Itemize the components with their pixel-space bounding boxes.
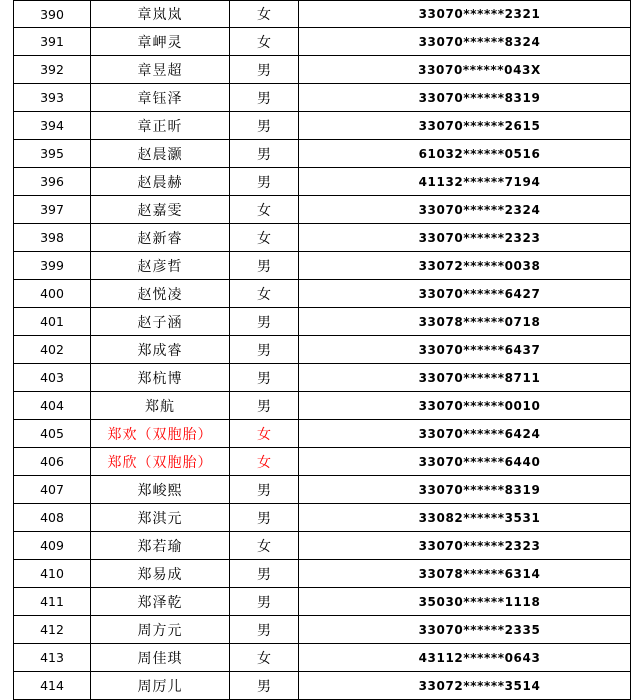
student-name-cell: 周佳琪 <box>91 644 230 672</box>
row-number-cell: 394 <box>14 112 91 140</box>
table-row <box>14 504 631 532</box>
id-number-cell: 33070******2324 <box>299 196 631 224</box>
gender-cell: 女 <box>230 532 299 560</box>
student-name-cell: 郑航 <box>91 392 230 420</box>
student-name-cell: 赵晨赫 <box>91 168 230 196</box>
table-row <box>14 252 631 280</box>
student-name-cell: 章昱超 <box>91 56 230 84</box>
row-number-cell: 406 <box>14 448 91 476</box>
id-number-cell: 33070******6437 <box>299 336 631 364</box>
gender-cell: 女 <box>230 280 299 308</box>
gender-cell: 男 <box>230 252 299 280</box>
student-name-cell: 郑泽乾 <box>91 588 230 616</box>
id-number-cell: 33070******2323 <box>299 224 631 252</box>
gender-cell: 女 <box>230 224 299 252</box>
gender-cell: 男 <box>230 476 299 504</box>
student-name-cell: 周方元 <box>91 616 230 644</box>
gender-cell: 女 <box>230 196 299 224</box>
row-number-cell: 390 <box>14 1 91 28</box>
gender-cell: 男 <box>230 588 299 616</box>
id-number-cell: 33072******3514 <box>299 672 631 700</box>
table-row <box>14 196 631 224</box>
student-name-cell: 赵晨灏 <box>91 140 230 168</box>
row-number-cell: 399 <box>14 252 91 280</box>
table-row <box>14 112 631 140</box>
id-number-cell: 41132******7194 <box>299 168 631 196</box>
student-name-cell: 郑淇元 <box>91 504 230 532</box>
gender-cell: 男 <box>230 392 299 420</box>
row-number-cell: 412 <box>14 616 91 644</box>
table-row <box>14 560 631 588</box>
table-row <box>14 392 631 420</box>
row-number-cell: 397 <box>14 196 91 224</box>
id-number-cell: 43112******0643 <box>299 644 631 672</box>
table-row <box>14 84 631 112</box>
id-number-cell: 33070******6424 <box>299 420 631 448</box>
gender-cell: 女 <box>230 644 299 672</box>
id-number-cell: 33070******0010 <box>299 392 631 420</box>
student-name-cell: 郑峻熙 <box>91 476 230 504</box>
table-row <box>14 420 631 448</box>
id-number-cell: 33070******2615 <box>299 112 631 140</box>
student-name-cell: 郑若瑜 <box>91 532 230 560</box>
table-row <box>14 224 631 252</box>
gender-cell: 男 <box>230 56 299 84</box>
student-name-cell: 郑成睿 <box>91 336 230 364</box>
row-number-cell: 411 <box>14 588 91 616</box>
gender-cell: 女 <box>230 28 299 56</box>
id-number-cell: 33070******2335 <box>299 616 631 644</box>
id-number-cell: 33070******2323 <box>299 532 631 560</box>
table-row <box>14 616 631 644</box>
gender-cell: 男 <box>230 504 299 532</box>
table-row <box>14 140 631 168</box>
student-name-cell: 郑易成 <box>91 560 230 588</box>
table-row <box>14 644 631 672</box>
id-number-cell: 33072******0038 <box>299 252 631 280</box>
student-name-cell: 章钰泽 <box>91 84 230 112</box>
gender-cell: 男 <box>230 560 299 588</box>
row-number-cell: 401 <box>14 308 91 336</box>
student-name-cell: 郑欢（双胞胎） <box>91 420 230 448</box>
table-row <box>14 336 631 364</box>
gender-cell: 男 <box>230 84 299 112</box>
row-number-cell: 395 <box>14 140 91 168</box>
id-number-cell: 33070******8324 <box>299 28 631 56</box>
row-number-cell: 407 <box>14 476 91 504</box>
gender-cell: 男 <box>230 336 299 364</box>
id-number-cell: 33070******8319 <box>299 84 631 112</box>
row-number-cell: 403 <box>14 364 91 392</box>
row-number-cell: 391 <box>14 28 91 56</box>
gender-cell: 女 <box>230 448 299 476</box>
id-number-cell: 35030******1118 <box>299 588 631 616</box>
student-name-cell: 郑杭博 <box>91 364 230 392</box>
table-row <box>14 56 631 84</box>
student-name-cell: 赵嘉雯 <box>91 196 230 224</box>
student-name-cell: 赵子涵 <box>91 308 230 336</box>
row-number-cell: 408 <box>14 504 91 532</box>
gender-cell: 男 <box>230 140 299 168</box>
id-number-cell: 33078******6314 <box>299 560 631 588</box>
row-number-cell: 398 <box>14 224 91 252</box>
id-number-cell: 33078******0718 <box>299 308 631 336</box>
gender-cell: 男 <box>230 672 299 700</box>
student-name-cell: 赵悦凌 <box>91 280 230 308</box>
student-name-cell: 章岬灵 <box>91 28 230 56</box>
gender-cell: 男 <box>230 364 299 392</box>
student-name-cell: 周厉儿 <box>91 672 230 700</box>
row-number-cell: 396 <box>14 168 91 196</box>
table-row <box>14 168 631 196</box>
row-number-cell: 392 <box>14 56 91 84</box>
gender-cell: 男 <box>230 112 299 140</box>
table-row <box>14 280 631 308</box>
id-number-cell: 33070******8319 <box>299 476 631 504</box>
row-number-cell: 410 <box>14 560 91 588</box>
id-number-cell: 33070******6440 <box>299 448 631 476</box>
id-number-cell: 33070******2321 <box>299 1 631 28</box>
table-row <box>14 448 631 476</box>
student-name-cell: 赵彦哲 <box>91 252 230 280</box>
id-number-cell: 33082******3531 <box>299 504 631 532</box>
gender-cell: 男 <box>230 616 299 644</box>
row-number-cell: 413 <box>14 644 91 672</box>
gender-cell: 女 <box>230 420 299 448</box>
table-row <box>14 588 631 616</box>
student-name-cell: 赵新睿 <box>91 224 230 252</box>
gender-cell: 男 <box>230 308 299 336</box>
id-number-cell: 33070******6427 <box>299 280 631 308</box>
table-row <box>14 28 631 56</box>
student-name-cell: 章正昕 <box>91 112 230 140</box>
row-number-cell: 402 <box>14 336 91 364</box>
table-row <box>14 672 631 700</box>
row-number-cell: 393 <box>14 84 91 112</box>
id-number-cell: 33070******043X <box>299 56 631 84</box>
row-number-cell: 400 <box>14 280 91 308</box>
student-roster-table <box>13 0 631 700</box>
student-name-cell: 章岚岚 <box>91 1 230 28</box>
table-row <box>14 476 631 504</box>
table-row <box>14 308 631 336</box>
row-number-cell: 414 <box>14 672 91 700</box>
id-number-cell: 61032******0516 <box>299 140 631 168</box>
gender-cell: 男 <box>230 168 299 196</box>
id-number-cell: 33070******8711 <box>299 364 631 392</box>
student-name-cell: 郑欣（双胞胎） <box>91 448 230 476</box>
table-row <box>14 1 631 28</box>
roster-body <box>14 1 631 700</box>
table-row <box>14 532 631 560</box>
table-row <box>14 364 631 392</box>
gender-cell: 女 <box>230 1 299 28</box>
row-number-cell: 404 <box>14 392 91 420</box>
row-number-cell: 405 <box>14 420 91 448</box>
row-number-cell: 409 <box>14 532 91 560</box>
